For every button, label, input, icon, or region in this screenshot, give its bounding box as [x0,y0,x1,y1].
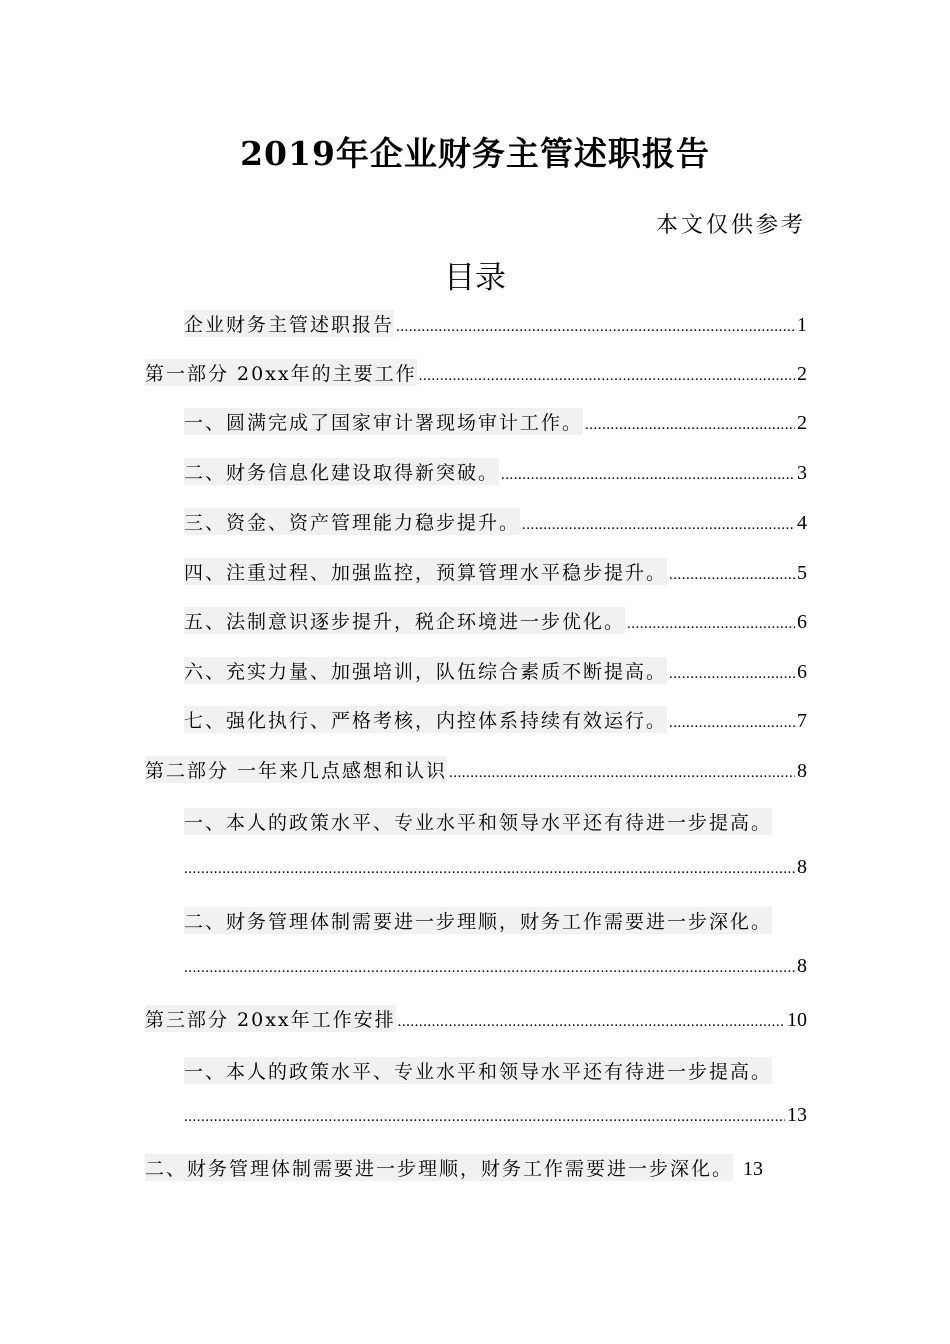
toc-leader-dots [396,319,795,336]
toc-leader-dots [398,1014,785,1031]
toc-entry-text: 五、法制意识逐步提升，税企环境进一步优化。 [184,607,625,634]
document-title: 2019年企业财务主管述职报告 [240,134,710,173]
toc-page-number: 2 [797,363,807,385]
toc-leader-dots [669,666,795,683]
toc-entry-text: 一、圆满完成了国家审计署现场审计工作。 [184,408,583,435]
toc-entry-text[interactable]: 一、本人的政策水平、专业水平和领导水平还有待进一步提高。 [184,808,772,835]
toc-entry[interactable] [184,508,807,538]
toc-entry[interactable] [184,408,807,438]
toc-entry-text[interactable]: 二、财务管理体制需要进一步理顺，财务工作需要进一步深化。 [184,907,772,934]
toc-leader-dots [419,368,795,385]
toc-page-number: 6 [797,661,807,683]
toc-entry-text: 第二部分 一年来几点感想和认识 [145,756,447,783]
toc-leader-dots [669,715,795,732]
toc-leader-dots [669,567,795,584]
toc-page-number: 5 [797,562,807,584]
toc-leader-dots [449,765,795,782]
toc-entry-text: 二、财务信息化建设取得新突破。 [184,458,499,485]
toc-leader-dots [184,960,795,977]
toc-entry-text: 二、财务管理体制需要进一步理顺，财务工作需要进一步深化。 [145,1154,733,1181]
toc-page-number: 10 [787,1009,807,1031]
toc-entry[interactable] [145,1154,807,1184]
toc-page-number: 13 [743,1158,764,1180]
toc-entry-continuation[interactable] [184,955,807,985]
toc-leader-dots [501,467,795,484]
toc-entry[interactable] [184,607,807,637]
toc-entry[interactable] [184,706,807,736]
toc-entry[interactable] [145,359,807,389]
toc-leader-dots [522,517,795,534]
toc-leader-dots [627,616,795,633]
toc-entry-text: 四、注重过程、加强监控，预算管理水平稳步提升。 [184,558,667,585]
toc-leader-dots [184,861,795,878]
toc-page-number: 2 [797,412,807,434]
toc-entry-text: 企业财务主管述职报告 [184,310,394,337]
document-subtitle: 本文仅供参考 [655,213,806,238]
toc-page-number: 4 [797,512,807,534]
toc-page-number: 8 [797,955,807,977]
toc-entry[interactable] [184,458,807,488]
toc-page-number: 8 [797,856,807,878]
toc-entry-text: 六、充实力量、加强培训，队伍综合素质不断提高。 [184,657,667,684]
toc-heading: 目录 [444,260,506,296]
toc-entry-text: 七、强化执行、严格考核，内控体系持续有效运行。 [184,706,667,733]
toc-page-number: 6 [797,611,807,633]
toc-leader-dots [585,417,795,434]
toc-entry-text: 三、资金、资产管理能力稳步提升。 [184,508,520,535]
toc-entry-continuation[interactable] [184,1104,807,1134]
toc-page-number: 8 [797,760,807,782]
toc-page-number: 3 [797,462,807,484]
toc-entry[interactable] [145,1005,807,1035]
toc-page-number: 1 [797,314,807,336]
toc-entry[interactable] [184,558,807,588]
toc-entry[interactable] [184,657,807,687]
toc-entry[interactable] [184,310,807,340]
toc-entry-text: 第一部分 20xx年的主要工作 [145,359,417,386]
toc-entry-text: 第三部分 20xx年工作安排 [145,1005,396,1032]
toc-leader-dots [184,1109,785,1126]
toc-entry-continuation[interactable] [184,856,807,886]
toc-page-number: 13 [787,1104,807,1126]
toc-page-number: 7 [797,710,807,732]
toc-entry-text[interactable]: 一、本人的政策水平、专业水平和领导水平还有待进一步提高。 [184,1057,772,1084]
toc-entry[interactable] [145,756,807,786]
